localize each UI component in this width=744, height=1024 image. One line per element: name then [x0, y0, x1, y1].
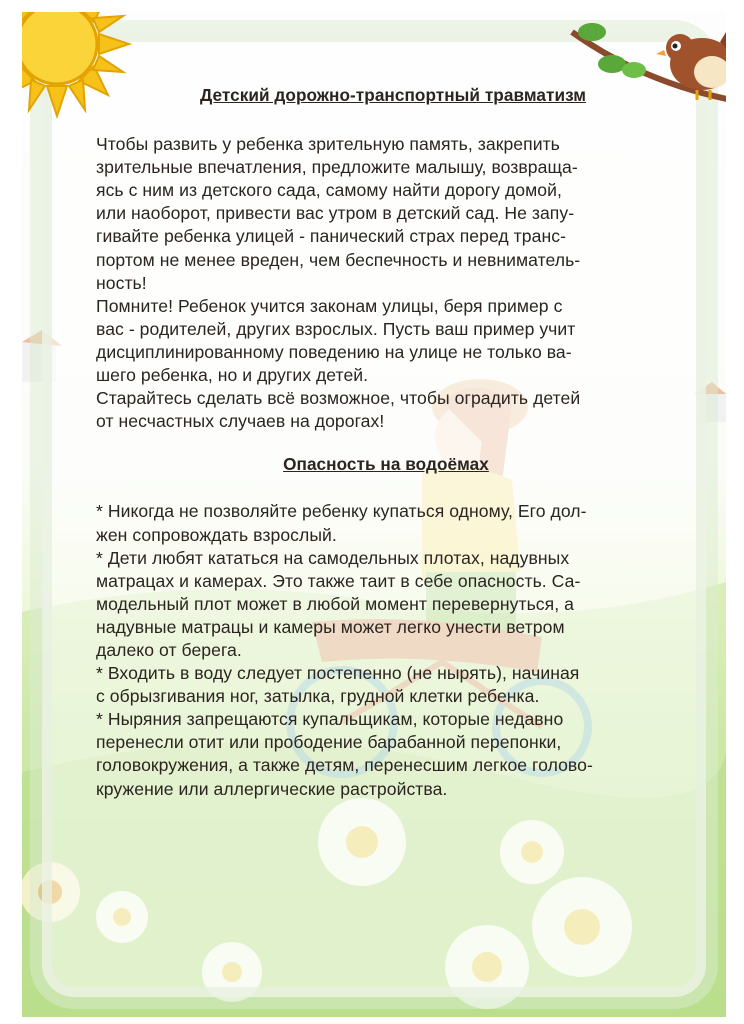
paragraph: Чтобы развить у ребенка зрительную память, закрепить зрительные впечатления, предложите малышу, возвраща- ясь с ним из детского сада, самому найти дорогу домой, или наоборот, привести вас утром в детский сад. Не запу- гивайте ребенка улицей - панический страх перед транс- портом не менее вреден, чем беспечность и невниматель- ность!: [96, 134, 581, 293]
section-title-water-danger: Опасность на водоёмах: [283, 454, 489, 475]
list-item: * Входить в воду следует постепенно (не нырять), начиная с обрызгивания ног, затылка, грудной клетки ребенка.: [96, 663, 580, 707]
paragraph: Старайтесь сделать всё возможное, чтобы оградить детей от несчастных случаев на дорогах!: [96, 388, 581, 432]
list-item: * Ныряния запрещаются купальщикам, которые недавно перенесли отит или прободение барабанной перепонки, головокружения, а также детям, перенесшим легкое голово- кружение или аллергические растройства.: [96, 709, 593, 799]
flyer-text: [96, 82, 676, 801]
list-item: * Никогда не позволяйте ребенку купаться одному, Его дол- жен сопровождать взрослый.: [96, 501, 587, 545]
paragraph: Помните! Ребенок учится законам улицы, беря пример с вас - родителей, других взрослых. Пусть ваш пример учит дисциплинированному поведению на улице не только ва- шего ребенка, но и других детей.: [96, 295, 576, 386]
list-item: * Дети любят кататься на самодельных плотах, надувных матрацах и камерах. Это также таит в себе опасность. Са- модельный плот может в любой момент перевернуться, а надувные матрацы и камеры может легко унести ветром далеко от берега.: [96, 547, 581, 660]
section-title-road-safety: Детский дорожно-транспортный травматизм: [199, 85, 587, 105]
